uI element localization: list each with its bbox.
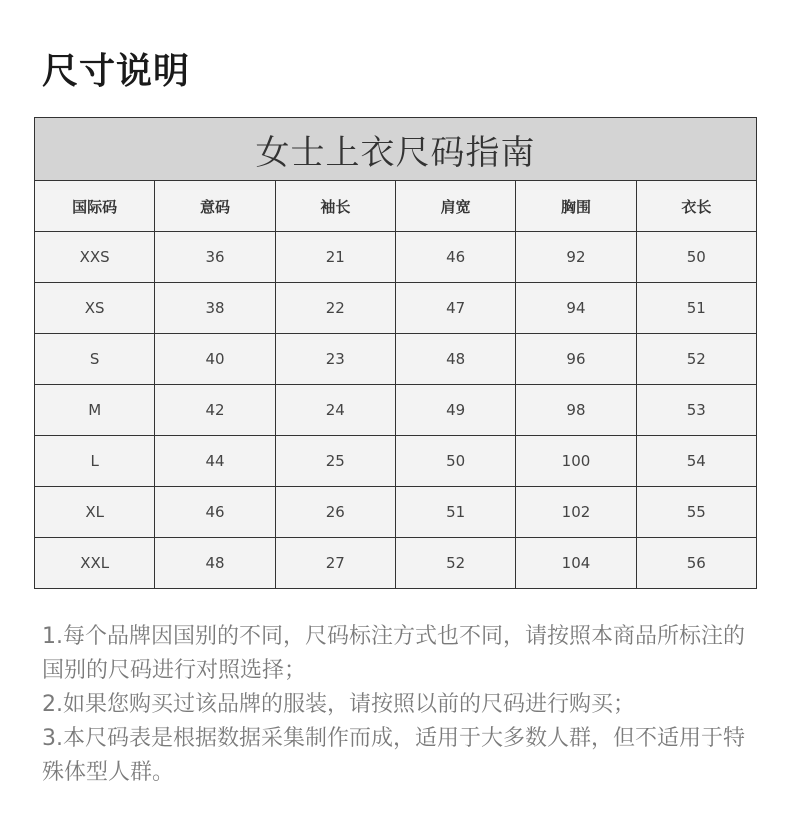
table-cell: 27 bbox=[275, 538, 395, 589]
table-cell: 23 bbox=[275, 334, 395, 385]
size-notes bbox=[42, 620, 757, 790]
header-shoulder-width: 肩宽 bbox=[395, 181, 515, 232]
table-title: 女士上衣尺码指南 bbox=[35, 118, 757, 181]
size-chart-table bbox=[34, 117, 757, 589]
table-cell: M bbox=[35, 385, 155, 436]
table-cell: 24 bbox=[275, 385, 395, 436]
header-length: 衣长 bbox=[636, 181, 756, 232]
table-cell: 48 bbox=[395, 334, 515, 385]
table-cell: 46 bbox=[155, 487, 275, 538]
table-cell: XXL bbox=[35, 538, 155, 589]
note-3: 3.本尺码表是根据数据采集制作而成，适用于大多数人群，但不适用于特殊体型人群。 bbox=[42, 726, 745, 785]
table-cell: 96 bbox=[516, 334, 636, 385]
table-row bbox=[35, 232, 757, 283]
table-cell: S bbox=[35, 334, 155, 385]
table-cell: 54 bbox=[636, 436, 756, 487]
table-cell: 53 bbox=[636, 385, 756, 436]
table-cell: 50 bbox=[395, 436, 515, 487]
table-cell: 94 bbox=[516, 283, 636, 334]
header-international-size: 国际码 bbox=[35, 181, 155, 232]
table-cell: 48 bbox=[155, 538, 275, 589]
header-bust: 胸围 bbox=[516, 181, 636, 232]
table-cell: 47 bbox=[395, 283, 515, 334]
table-cell: 46 bbox=[395, 232, 515, 283]
table-cell: 50 bbox=[636, 232, 756, 283]
table-cell: 51 bbox=[636, 283, 756, 334]
table-cell: 42 bbox=[155, 385, 275, 436]
table-cell: 25 bbox=[275, 436, 395, 487]
table-cell: 100 bbox=[516, 436, 636, 487]
table-row bbox=[35, 385, 757, 436]
table-cell: 22 bbox=[275, 283, 395, 334]
table-cell: XL bbox=[35, 487, 155, 538]
table-cell: 52 bbox=[636, 334, 756, 385]
table-cell: XXS bbox=[35, 232, 155, 283]
table-cell: 44 bbox=[155, 436, 275, 487]
header-sleeve-length: 袖长 bbox=[275, 181, 395, 232]
table-cell: XS bbox=[35, 283, 155, 334]
table-row bbox=[35, 487, 757, 538]
table-cell: 49 bbox=[395, 385, 515, 436]
table-cell: 55 bbox=[636, 487, 756, 538]
table-cell: 51 bbox=[395, 487, 515, 538]
table-cell: 104 bbox=[516, 538, 636, 589]
table-header-row bbox=[35, 181, 757, 232]
table-row bbox=[35, 538, 757, 589]
table-cell: 26 bbox=[275, 487, 395, 538]
note-1: 1.每个品牌因国别的不同，尺码标注方式也不同，请按照本商品所标注的国别的尺码进行对照选择； bbox=[42, 624, 745, 683]
table-cell: 52 bbox=[395, 538, 515, 589]
table-row bbox=[35, 334, 757, 385]
table-cell: 36 bbox=[155, 232, 275, 283]
table-cell: 40 bbox=[155, 334, 275, 385]
table-cell: 102 bbox=[516, 487, 636, 538]
header-italian-size: 意码 bbox=[155, 181, 275, 232]
table-cell: L bbox=[35, 436, 155, 487]
table-cell: 38 bbox=[155, 283, 275, 334]
table-cell: 21 bbox=[275, 232, 395, 283]
table-row bbox=[35, 436, 757, 487]
page-title: 尺寸说明 bbox=[42, 51, 191, 92]
note-2: 2.如果您购买过该品牌的服装，请按照以前的尺码进行购买； bbox=[42, 692, 635, 717]
table-cell: 56 bbox=[636, 538, 756, 589]
table-row bbox=[35, 283, 757, 334]
table-cell: 92 bbox=[516, 232, 636, 283]
table-cell: 98 bbox=[516, 385, 636, 436]
